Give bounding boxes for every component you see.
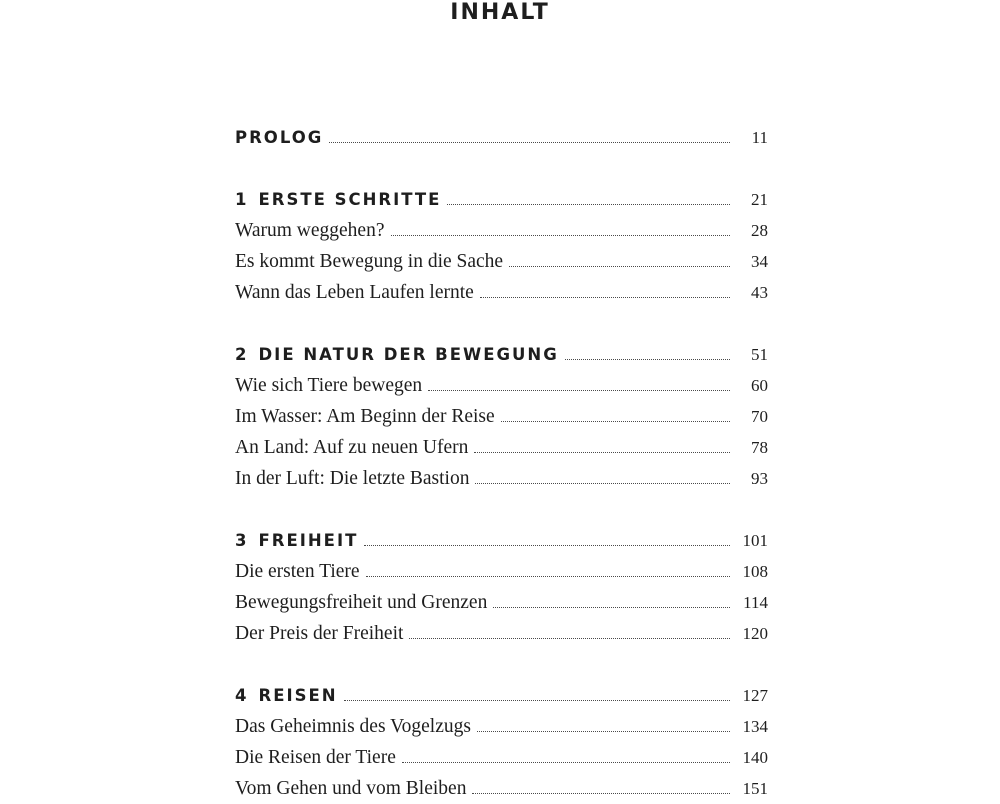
section-number: 4 [235,686,249,705]
toc-page-number: 51 [751,345,768,364]
toc-page-number: 120 [742,624,768,643]
dot-leader [391,234,731,236]
toc-entry[interactable] [235,556,768,587]
toc-section-3[interactable] [235,525,768,556]
toc-section-label [235,339,565,370]
toc-entry[interactable] [235,277,768,308]
toc-page-number: 78 [751,438,768,457]
toc-entry-label: Wie sich Tiere bewegen [235,375,423,396]
toc-entry-label: Das Geheimnis des Vogelzugs [235,716,471,737]
toc-section-2[interactable] [235,339,768,370]
toc-entry[interactable] [235,246,768,277]
toc-entry-label: Die Reisen der Tiere [235,747,396,768]
toc-entry-label: Vom Gehen und vom Bleiben [235,778,467,799]
toc-page-number: 70 [751,407,768,426]
toc-page-number: 151 [742,779,768,798]
toc-entry-label: An Land: Auf zu neuen Ufern [235,437,469,458]
toc-entry-label: Der Preis der Freiheit [235,623,404,644]
dot-leader [480,296,730,298]
toc-entry[interactable] [235,587,768,618]
dot-leader [447,203,730,205]
dot-leader [428,389,730,391]
toc-entry[interactable] [235,370,768,401]
toc-section-label [235,525,364,556]
page-title: INHALT [450,0,550,25]
dot-leader [493,606,730,608]
toc-page-number: 140 [742,748,768,767]
dot-leader [475,482,730,484]
toc-page-number: 93 [751,469,768,488]
dot-leader [402,761,730,763]
toc-entry-label: PROLOG [235,128,324,147]
toc-page-number: 43 [751,283,768,302]
section-number: 1 [235,190,249,209]
toc-entry-label: Bewegungsfreiheit und Grenzen [235,592,488,613]
dot-leader [409,637,730,639]
toc-entry[interactable] [235,463,768,494]
toc-entry[interactable] [235,215,768,246]
dot-leader [364,544,730,546]
dot-leader [366,575,730,577]
section-title: FREIHEIT [258,531,359,550]
toc-page-number: 101 [742,531,768,550]
dot-leader [344,699,730,701]
section-title: REISEN [258,686,338,705]
toc-section-label [235,184,447,215]
toc-entry-label: In der Luft: Die letzte Bastion [235,468,470,489]
dot-leader [501,420,730,422]
dot-leader [509,265,730,267]
toc-page-number: 134 [742,717,768,736]
section-number: 3 [235,531,249,550]
toc-page-number: 34 [751,252,768,271]
toc-page-number: 21 [751,190,768,209]
toc-entry-label: Die ersten Tiere [235,561,360,582]
toc-entry-label: Wann das Leben Laufen lernte [235,282,474,303]
toc-entry[interactable] [235,618,768,649]
dot-leader [472,792,730,794]
toc-page-number: 28 [751,221,768,240]
toc-entry[interactable] [235,773,768,804]
toc-entry[interactable] [235,401,768,432]
toc-entry[interactable] [235,742,768,773]
section-title: ERSTE SCHRITTE [258,190,442,209]
toc-page-number: 60 [751,376,768,395]
toc-entry-prolog[interactable] [235,122,768,153]
dot-leader [477,730,730,732]
toc-entry[interactable] [235,432,768,463]
toc-page-number: 114 [743,593,768,612]
toc-entry[interactable] [235,711,768,742]
section-number: 2 [235,345,249,364]
toc-section-1[interactable] [235,184,768,215]
toc-page-number: 11 [751,128,768,147]
dot-leader [329,141,730,143]
toc-page-number: 127 [742,686,768,705]
dot-leader [474,451,730,453]
toc-section-label [235,680,344,711]
table-of-contents [235,122,768,804]
toc-entry-label: Im Wasser: Am Beginn der Reise [235,406,495,427]
toc-page-number: 108 [742,562,768,581]
dot-leader [565,358,730,360]
section-title: DIE NATUR DER BEWEGUNG [258,345,559,364]
toc-entry-label: Warum weggehen? [235,220,385,241]
toc-section-4[interactable] [235,680,768,711]
toc-entry-label: Es kommt Bewegung in die Sache [235,251,504,272]
